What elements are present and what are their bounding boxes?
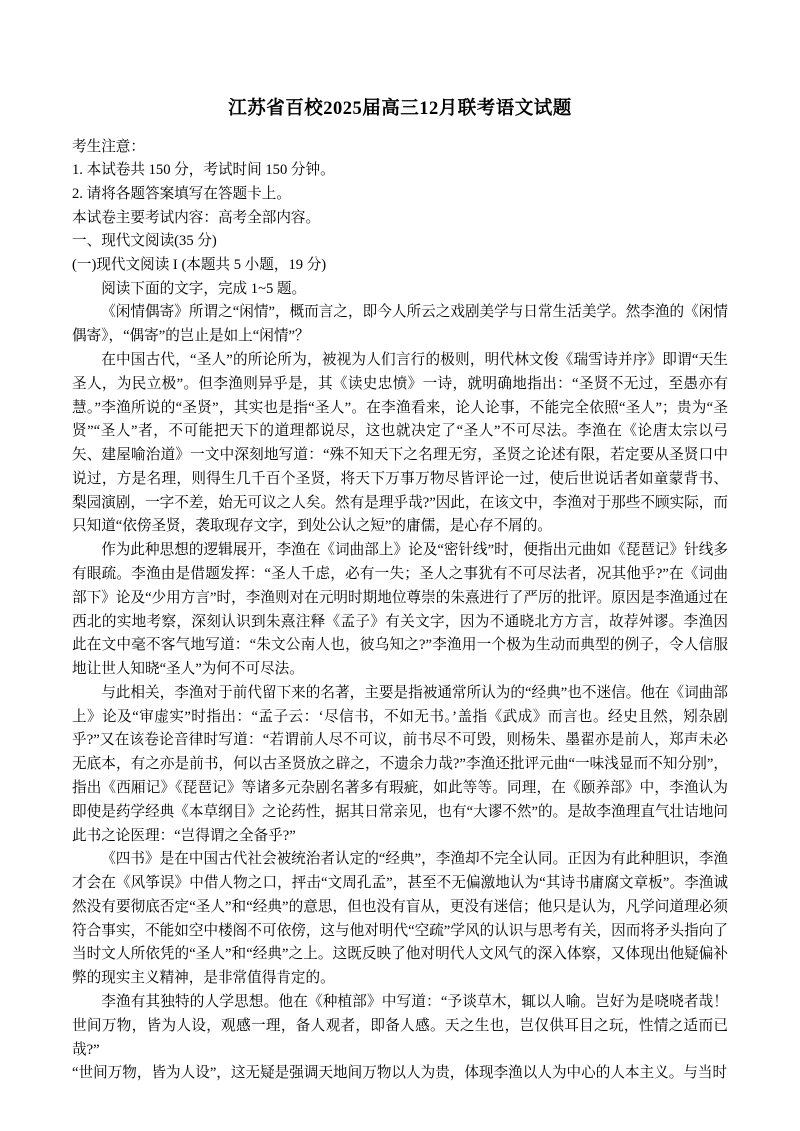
section-heading: 一、现代文阅读(35 分) — [72, 233, 217, 250]
notice-item-1: 1. 本试卷共 150 分，考试时间 150 分钟。 — [72, 162, 335, 179]
reading-instruction: 阅读下面的文字，完成 1~5 题。 — [101, 280, 307, 297]
body-paragraph-6: 李渔有其独特的人学思想。他在《种植部》中写道：“予谈草木，辄以人喻。岂好为是哓哓者哉！世间万物，皆为人设，观感一理，备人观者，即备人感。天之生也，岂仅供耳目之玩，性情之适而已哉?” — [72, 994, 728, 1058]
body-paragraph-5: 《四书》是在中国古代社会被统治者认定的“经典”，李渔却不完全认同。正因为有此种胆识，李渔才会在《风筝误》中借人物之口，抨击“文周孔孟”，甚至不无偏激地认为“其诗书庸腐文章板”。李渔诚然没有要彻底否定“圣人”和“经典”的意思，但也没有盲从，更没有迷信；他只是认为，凡学问道理必须符合事实，不能如空中楼阁不可依傍，这与他对明代“空疏”学风的认识与思考有关，因而将矛头指向了当时文人所依凭的“圣人”和“经典”之上。这既反映了他对明代人文风气的深入体察，又体现出他疑偏补弊的现实主义精神，是非常值得肯定的。 — [72, 851, 728, 987]
body-paragraph-3: 作为此种思想的逻辑展开，李渔在《词曲部上》论及“密针线”时，便指出元曲如《琵琶记》针线多有眼疏。李渔由是借题发挥：“圣人千虑，必有一失；圣人之事犹有不可尽法者，况其他乎?”在《词曲部下》论及“少用方言”时，李渔则对在元明时期地位尊崇的朱熹进行了严厉的批评。原因是李渔通过在西北的实地考察，深刻认识到朱熹注释《孟子》有关文字，因为不通晓北方方言，故荐舛谬。李渔因此在文中毫不客气地写道：“朱文公南人也，彼乌知之?”李渔用一个极为生动而典型的例子，令人信服地让世人知晓“圣人”为何不可尽法。 — [72, 542, 728, 678]
subsection-heading: (一)现代文阅读 I (本题共 5 小题，19 分) — [72, 256, 327, 273]
page-title: 江苏省百校2025届高三12月联考语文试题 — [228, 99, 572, 119]
notice-item-3: 本试卷主要考试内容：高考全部内容。 — [72, 209, 321, 226]
body-paragraph-7: “世间万物，皆为人设”，这无疑是强调天地间万物以人为贵，体现李渔以人为中心的人本主义。与当时 — [72, 1065, 728, 1082]
body-paragraph-2: 在中国古代，“圣人”的所论所为，被视为人们言行的极则，明代林文俊《瑞雪诗并序》即谓“天生圣人，为民立极”。但李渔则异乎是，其《读史忠愤》一诗，就明确地指出：“圣贤不无过，至愚亦有慧。”李渔所说的“圣贤”，其实也是指“圣人”。在李渔看来，论人论事，不能完全依照“圣人”；贵为“圣贤”“圣人”者，不可能把天下的道理都说尽，这也就决定了“圣人”不可尽法。李渔在《论唐太宗以弓矢、建屋喻治道》一文中深刻地写道：“殊不知天下之名理无穷，圣贤之论述有限，若定要从圣贤口中说过，方是名理，则得生几千百个圣贤，将天下万事万物尽皆评论一过，使后世说话者如童蒙背书、梨园演剧，一字不差，始无可议之人矣。然有是理乎哉?”因此，在该文中，李渔对于那些不顾实际，而只知道“依傍圣贤，袭取现存文字，到处公认之短”的庸儒，是心存不屑的。 — [72, 351, 728, 535]
notice-item-2: 2. 请将各题答案填写在答题卡上。 — [72, 186, 291, 203]
notice-heading: 考生注意： — [72, 138, 145, 155]
body-paragraph-1: 《闲情偶寄》所谓之“闲情”，概而言之，即今人所云之戏剧美学与日常生活美学。然李渔的《闲情偶寄》，“偶寄”的岂止是如上“闲情”？ — [72, 304, 728, 345]
body-paragraph-4: 与此相关，李渔对于前代留下来的名著，主要是指被通常所认为的“经典”也不迷信。他在《词曲部上》论及“审虚实”时指出：“孟子云：‘尽信书，不如无书。’盖指《武成》而言也。经史且然，矧杂剧乎?”又在该卷论音律时写道：“若谓前人尽不可议，前书尽不可毁，则杨朱、墨翟亦是前人，郑声未必无底本，有之亦是前书，何以古圣贤放之辟之，不遗余力哉?”李渔还批评元曲“一味浅显而不知分别”，指出《西厢记》《琵琶记》等诸多元杂剧名著多有瑕疵，如此等等。同理，在《颐养部》中，李渔认为即使是药学经典《本草纲目》之论药性，据其日常亲见，也有“大谬不然”的。是故李渔理直气壮诘地问此书之论医理：“岂得谓之全备乎?” — [72, 684, 728, 844]
